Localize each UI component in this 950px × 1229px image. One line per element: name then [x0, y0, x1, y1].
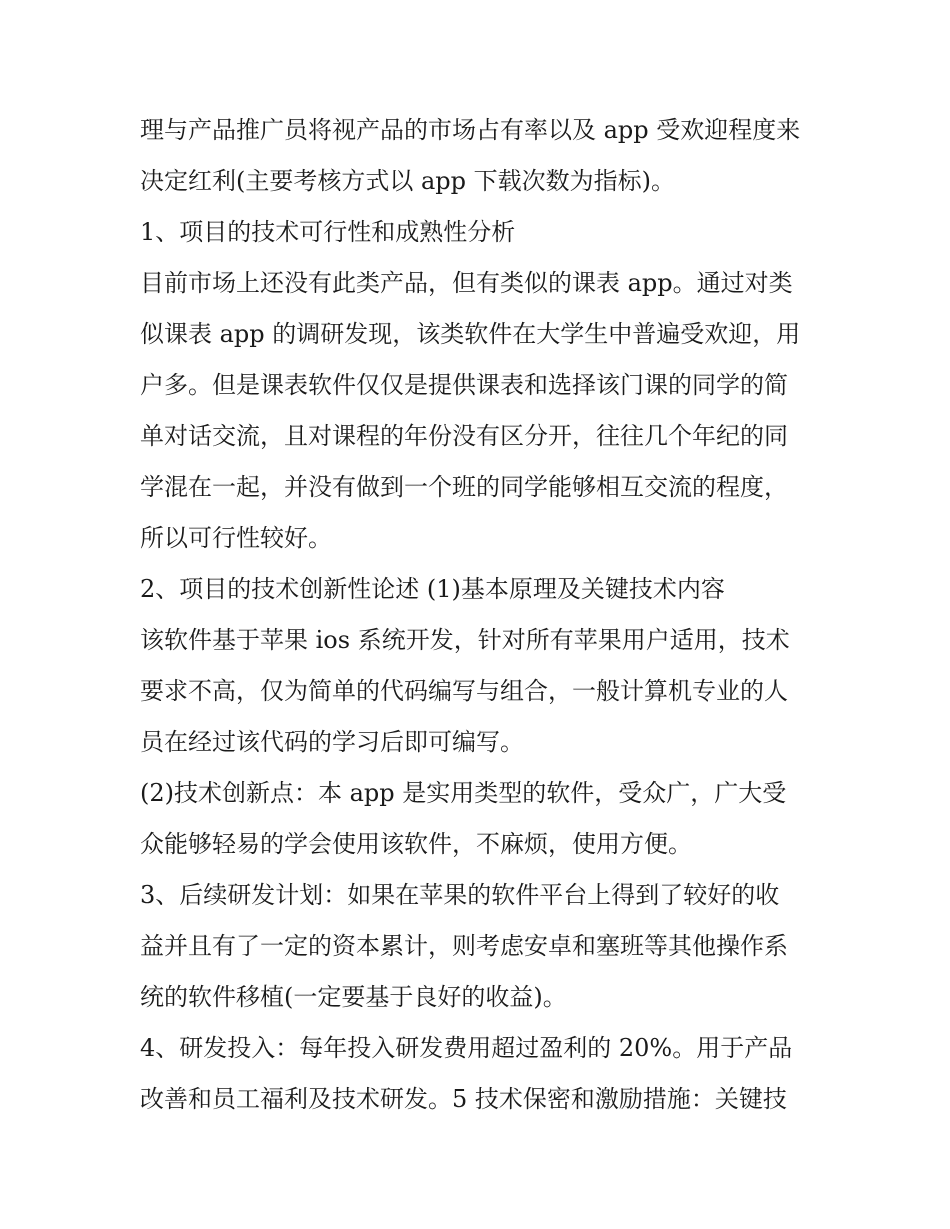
text-line: 所以可行性较好。	[140, 524, 332, 552]
section-heading: 3、后续研发计划：如果在苹果的软件平台上得到了较好的收	[140, 881, 780, 909]
text-line: 员在经过该代码的学习后即可编写。	[140, 728, 524, 756]
text-line: 户多。但是课表软件仅仅是提供课表和选择该门课的同学的简	[140, 371, 788, 399]
text-line: 益并且有了一定的资本累计，则考虑安卓和塞班等其他操作系	[140, 932, 788, 960]
text-line: (2)技术创新点：本 app 是实用类型的软件，受众广，广大受	[140, 779, 787, 807]
text-line: 理与产品推广员将视产品的市场占有率以及 app 受欢迎程度来	[140, 116, 801, 144]
text-line: 众能够轻易的学会使用该软件，不麻烦，使用方便。	[140, 830, 692, 858]
section-heading: 1、项目的技术可行性和成熟性分析	[140, 218, 516, 246]
text-line: 决定红利(主要考核方式以 app 下载次数为指标)。	[140, 167, 676, 195]
text-line: 学混在一起，并没有做到一个班的同学能够相互交流的程度，	[140, 473, 788, 501]
text-line: 单对话交流，且对课程的年份没有区分开，往往几个年纪的同	[140, 422, 788, 450]
section-heading: 4、研发投入：每年投入研发费用超过盈利的 20%。用于产品	[140, 1034, 793, 1062]
text-line: 要求不高，仅为简单的代码编写与组合，一般计算机专业的人	[140, 677, 788, 705]
section-heading: 2、项目的技术创新性论述 (1)基本原理及关键技术内容	[140, 575, 725, 603]
text-line: 该软件基于苹果 ios 系统开发，针对所有苹果用户适用，技术	[140, 626, 790, 654]
text-line: 统的软件移植(一定要基于良好的收益)。	[140, 983, 567, 1011]
document-body	[140, 105, 820, 1125]
text-line: 改善和员工福利及技术研发。5 技术保密和激励措施：关键技	[140, 1085, 787, 1113]
text-line: 似课表 app 的调研发现，该类软件在大学生中普遍受欢迎，用	[140, 320, 801, 348]
text-line: 目前市场上还没有此类产品，但有类似的课表 app。通过对类	[140, 269, 793, 297]
